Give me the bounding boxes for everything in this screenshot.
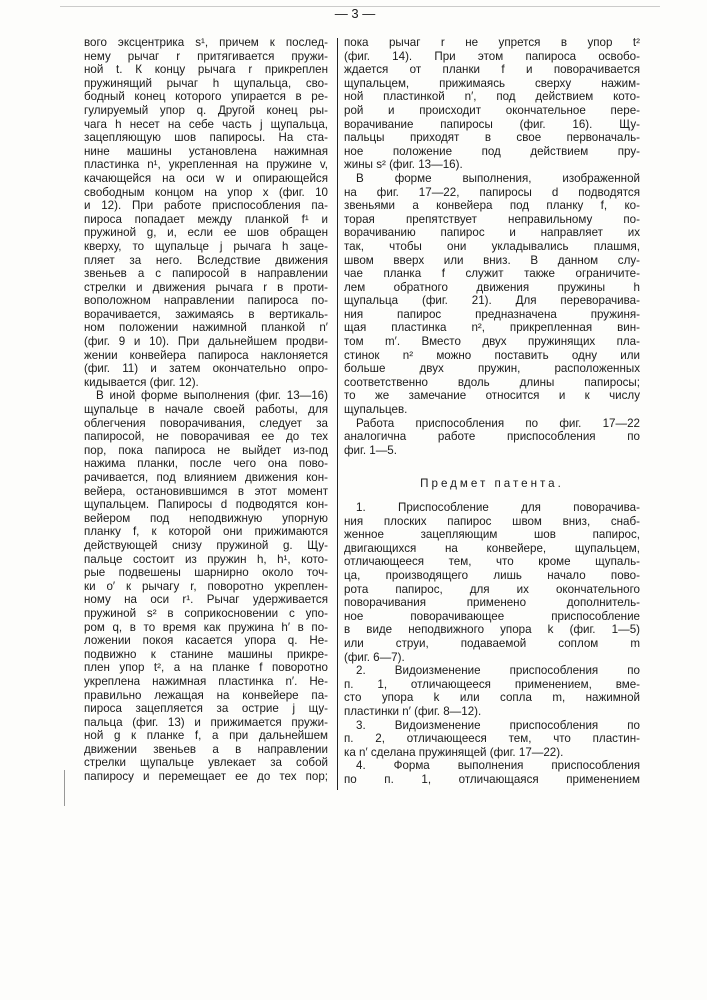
text-line: сто упора k или сопла m, нажимной <box>344 691 640 705</box>
text-line: по п. 1, отличающаяся применением <box>344 773 640 787</box>
text-line: вейером под неподвижную упорную <box>84 512 328 526</box>
text-line: аналогична работе приспособления по <box>344 430 640 444</box>
text-line: лем обратного движения пружины h <box>344 281 640 295</box>
text-line: пор, пока папироса не выйдет из-под <box>84 444 328 458</box>
text-line: отличающееся тем, что кроме щупаль- <box>344 555 640 569</box>
text-line: ния плоских папирос швом вниз, снаб- <box>344 515 640 529</box>
text-line: п. 1, отличающееся применением, вме- <box>344 678 640 692</box>
claim-item <box>344 719 640 760</box>
text-line: нажима планки, после чего она пово- <box>84 457 328 471</box>
text-line: действующей снизу пружиной g. Щу- <box>84 539 328 553</box>
text-line: щупальце в начале своей работы, для <box>84 403 328 417</box>
text-line: так, чтобы они укладывались плашмя, <box>344 240 640 254</box>
text-line: пластинка n¹, укрепленная на пружине v, <box>84 158 328 172</box>
paragraph <box>344 172 640 417</box>
text-line: двигающихся на конвейере, щупальцем, <box>344 542 640 556</box>
right-column <box>344 36 640 786</box>
text-line: рачивается, под влиянием движения кон- <box>84 471 328 485</box>
text-line: ном положении нажимной планкой n′ <box>84 321 328 335</box>
text-line: ром q, в то время как пружина h′ в по- <box>84 621 328 635</box>
text-line: папиросой, не поворачивая ее до тех <box>84 430 328 444</box>
text-line: жины s² (фиг. 13—16). <box>344 158 640 172</box>
text-line: пружинящий рычаг h щупальца, сво- <box>84 77 328 91</box>
claims-list <box>344 501 640 786</box>
paragraph <box>84 36 328 389</box>
text-line: чага h несет на себе часть j щупальца, <box>84 118 328 132</box>
column-divider <box>337 38 338 790</box>
text-line: в виде неподвижного упора k (фиг. 1—5) <box>344 623 640 637</box>
text-line: ной g к планке f, а при дальнейшем <box>84 729 328 743</box>
text-line: стинок n² можно поставить одну или <box>344 349 640 363</box>
text-line: В иной форме выполнения (фиг. 13—16) <box>84 389 328 403</box>
text-line: кверху, то щупальце j рычага h заце- <box>84 240 328 254</box>
text-line: поворачивания применено дополнитель- <box>344 596 640 610</box>
text-line: рой и происходит окончательное пере- <box>344 104 640 118</box>
text-line: п. 2, отличающееся тем, что пластин- <box>344 732 640 746</box>
text-line: правильно лежащая на конвейере па- <box>84 689 328 703</box>
text-line: планку f, к которой они прижимаются <box>84 525 328 539</box>
text-line: пальцы приходят в свое первоначаль- <box>344 131 640 145</box>
text-line: вого эксцентрика s¹, причем к послед- <box>84 36 328 50</box>
text-line: папиросу и перемещает ее до тех пор; <box>84 770 328 784</box>
text-line: ка n′ сделана пружинящей (фиг. 17—22). <box>344 746 640 760</box>
text-line: кидывается (фиг. 12). <box>84 376 328 390</box>
text-line: ки o′ к рычагу r, поворотно укреплен- <box>84 580 328 594</box>
text-line: или струи, подаваемой соплом m <box>344 637 640 651</box>
text-line: пироса зацепляется за острие j щу- <box>84 702 328 716</box>
scan-mark <box>64 770 65 806</box>
claim-item <box>344 759 640 786</box>
text-line: фиг. 1—5. <box>344 444 640 458</box>
text-line: щупальцем. Папиросы d подводятся кон- <box>84 498 328 512</box>
text-line: пальце состоит из пружин h, h¹, кото- <box>84 553 328 567</box>
text-line: пружиной s² в соприкосновении с упо- <box>84 607 328 621</box>
text-line: укреплена нажимная пластинка n′. Не- <box>84 675 328 689</box>
text-line: воположном направлении папироса по- <box>84 294 328 308</box>
text-line: пироса попадает между планкой f¹ и <box>84 213 328 227</box>
text-line: ложении покоя касается упора q. Не- <box>84 634 328 648</box>
text-line: стрелки и движения рычага r в проти- <box>84 281 328 295</box>
text-line: соответственно вдоль длины папиросы; <box>344 376 640 390</box>
text-line: ной пластинкой n′, под действием кото- <box>344 90 640 104</box>
text-line: пока рычаг r не упрется в упор t² <box>344 36 640 50</box>
claim-item <box>344 501 640 664</box>
text-line: ждается от планки f и поворачивается <box>344 63 640 77</box>
paragraph <box>344 417 640 458</box>
text-line: ной t. К концу рычага r прикреплен <box>84 63 328 77</box>
text-line: зацепляющую шов папиросы. На ста- <box>84 131 328 145</box>
text-line: подвижно к станине машины прикре- <box>84 648 328 662</box>
left-column <box>84 36 328 784</box>
text-line: ца, производящего лишь начало пово- <box>344 569 640 583</box>
text-line: и 12). При работе приспособления па- <box>84 199 328 213</box>
text-line: 1. Приспособление для поворачива- <box>344 501 640 515</box>
text-line: щупальца (фиг. 21). Для переворачива- <box>344 294 640 308</box>
text-line: чае планка f служит также ограничите- <box>344 267 640 281</box>
text-line: пластинки n′ (фиг. 8—12). <box>344 705 640 719</box>
text-line: то же замечание относится и к числу <box>344 389 640 403</box>
text-line: ному на оси r¹. Рычаг удерживается <box>84 593 328 607</box>
text-line: пляет за него. Вследствие движения <box>84 254 328 268</box>
text-line: гулируемый упор q. Другой конец ры- <box>84 104 328 118</box>
text-line: нему рычаг r притягивается пружи- <box>84 50 328 64</box>
text-line: Работа приспособления по фиг. 17—22 <box>344 417 640 431</box>
text-line: бодный конец которого упирается в ре- <box>84 90 328 104</box>
text-line: жении конвейера папироса наклоняется <box>84 349 328 363</box>
text-line: ния папирос предназначена пружиня- <box>344 308 640 322</box>
claims-heading: Предмет патента. <box>344 477 640 491</box>
text-line: стрелки щупальце увлекает за собой <box>84 756 328 770</box>
text-line: вейера, остановившимся в этот момент <box>84 485 328 499</box>
text-line: (фиг. 14). При этом папироса освобо- <box>344 50 640 64</box>
text-line: ворачивается, зажимаясь в вертикаль- <box>84 308 328 322</box>
text-line: (фиг. 6—7). <box>344 651 640 665</box>
paragraph <box>344 36 640 172</box>
text-line: пальца (фиг. 13) и прижимается пружи- <box>84 716 328 730</box>
text-line: ное положение под действием пру- <box>344 145 640 159</box>
paragraph <box>84 389 328 783</box>
text-line: 2. Видоизменение приспособления по <box>344 664 640 678</box>
text-line: рота папирос, для их окончательного <box>344 583 640 597</box>
text-line: плен упор t², а на планке f поворотно <box>84 661 328 675</box>
text-line: движении звеньев a в направлении <box>84 743 328 757</box>
text-line: на фиг. 17—22, папиросы d подводятся <box>344 186 640 200</box>
page-number: — 3 — <box>330 6 380 21</box>
text-line: рые подвешены шарнирно около точ- <box>84 566 328 580</box>
text-line: (фиг. 11) и затем окончательно опро- <box>84 362 328 376</box>
text-line: (фиг. 9 и 10). При дальнейшем продви- <box>84 335 328 349</box>
text-line: 3. Видоизменение приспособления по <box>344 719 640 733</box>
right-column-body <box>344 36 640 457</box>
text-line: ворачивание папиросы (фиг. 16). Щу- <box>344 118 640 132</box>
text-line: щая пластинка n², прикрепленная вин- <box>344 321 640 335</box>
text-line: пружиной g, и, если ее шов обращен <box>84 226 328 240</box>
text-line: В форме выполнения, изображенной <box>344 172 640 186</box>
text-line: ворачиванию папирос и направляет их <box>344 226 640 240</box>
text-line: качающейся на оси w и опирающейся <box>84 172 328 186</box>
text-line: женное зацепляющим шов папирос, <box>344 528 640 542</box>
text-line: том m′. Вместо двух пружинящих пла- <box>344 335 640 349</box>
text-line: нине машины установлена нажимная <box>84 145 328 159</box>
text-line: звеньями a конвейера под планку f, ко- <box>344 199 640 213</box>
text-line: облегчения поворачивания, следует за <box>84 417 328 431</box>
text-line: щупальцев. <box>344 403 640 417</box>
text-line: щупальцем, прижимаясь сверху нажим- <box>344 77 640 91</box>
text-line: 4. Форма выполнения приспособления <box>344 759 640 773</box>
text-line: ное поворачивающее приспособление <box>344 610 640 624</box>
text-line: швом вверх или вниз. В данном слу- <box>344 254 640 268</box>
text-line: больше двух пружин, расположенных <box>344 362 640 376</box>
claim-item <box>344 664 640 718</box>
text-line: торая препятствует неправильному по- <box>344 213 640 227</box>
text-line: звеньев a с папиросой в направлении <box>84 267 328 281</box>
text-line: свободным концом на упор x (фиг. 10 <box>84 186 328 200</box>
